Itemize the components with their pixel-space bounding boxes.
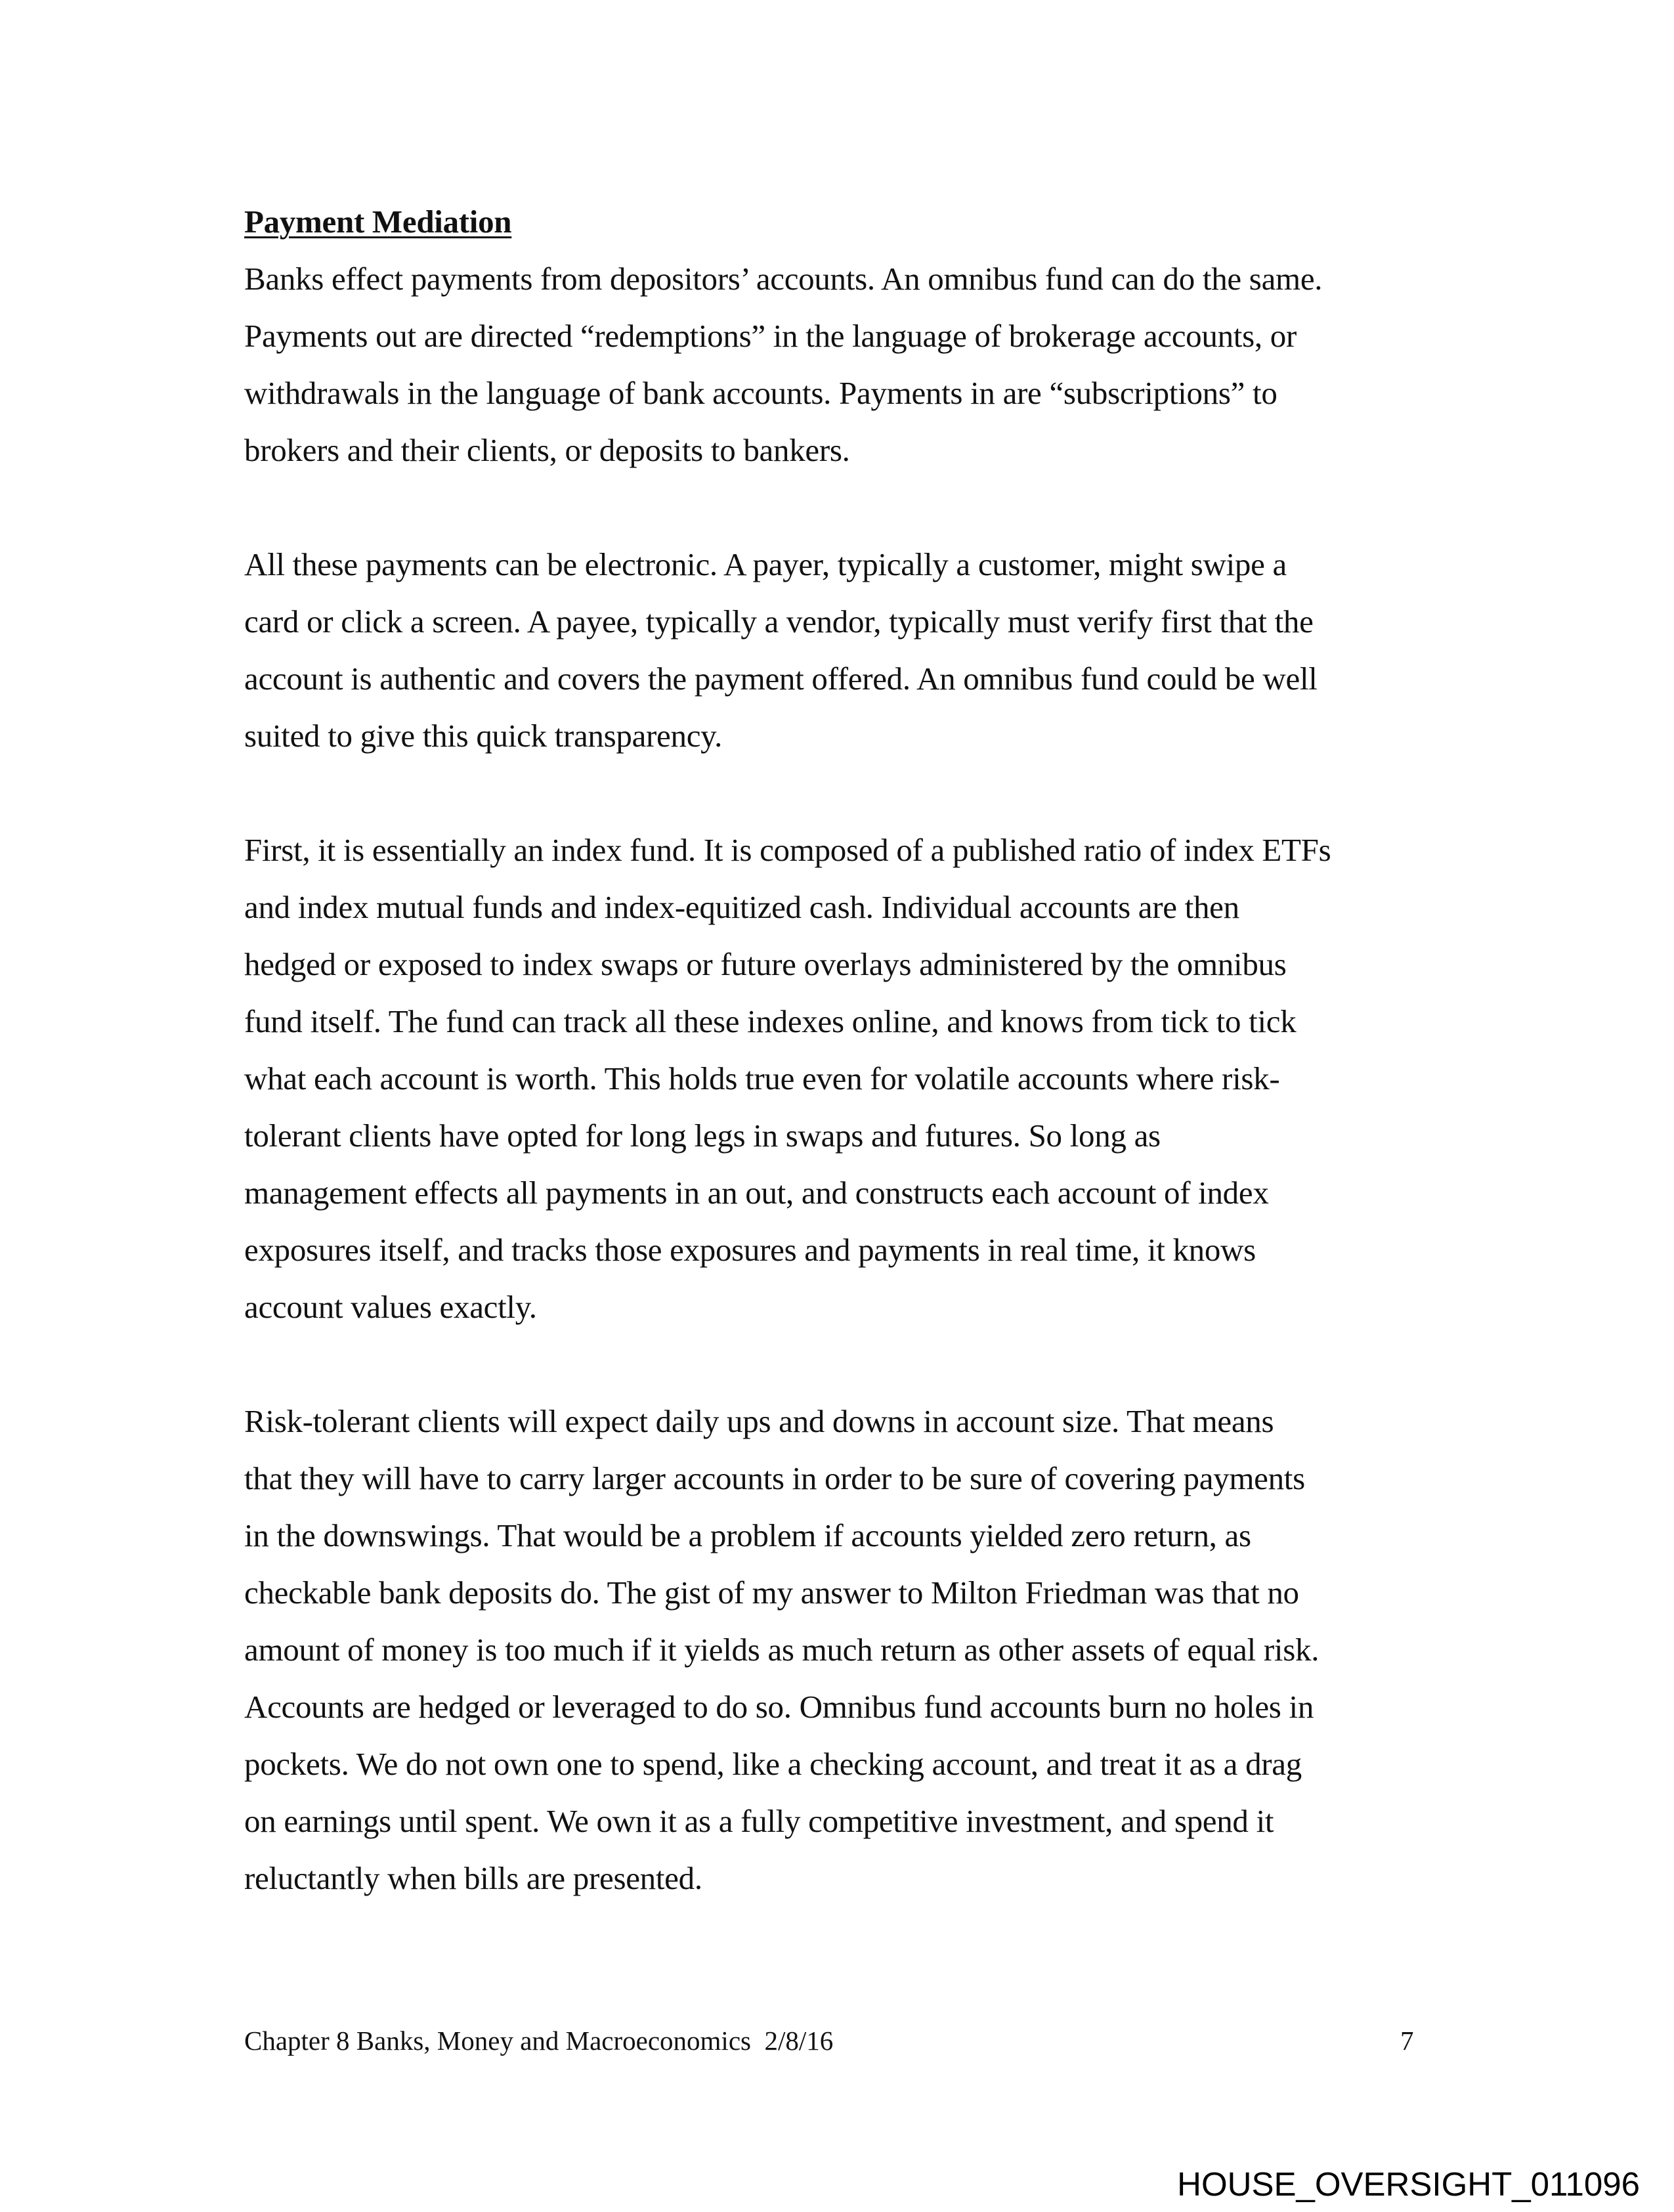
- body-text: [244, 193, 1439, 1964]
- text-line: tolerant clients have opted for long legs in swaps and futures. So long as: [244, 1117, 1161, 1154]
- text-line: Banks effect payments from depositors’ accounts. An omnibus fund can do the same.: [244, 261, 1323, 297]
- text-line: checkable bank deposits do. The gist of my answer to Milton Friedman was that no: [244, 1574, 1299, 1611]
- text-line: Accounts are hedged or leveraged to do so. Omnibus fund accounts burn no holes in: [244, 1689, 1314, 1725]
- text-line: hedged or exposed to index swaps or future overlays administered by the omnibus: [244, 946, 1287, 982]
- text-line: All these payments can be electronic. A payer, typically a customer, might swipe a: [244, 546, 1287, 582]
- footer-running-title: Chapter 8 Banks, Money and Macroeconomics 2/8/16: [244, 2026, 834, 2056]
- text-line: fund itself. The fund can track all these indexes online, and knows from tick to tick: [244, 1003, 1297, 1039]
- text-line: pockets. We do not own one to spend, like a checking account, and treat it as a drag: [244, 1746, 1302, 1782]
- bates-stamp: HOUSE_OVERSIGHT_011096: [1177, 2165, 1640, 2203]
- text-line: what each account is worth. This holds true even for volatile accounts where risk-: [244, 1060, 1280, 1096]
- text-line: withdrawals in the language of bank accounts. Payments in are “subscriptions” to: [244, 375, 1277, 411]
- paragraph-1: [244, 250, 1439, 479]
- text-line: in the downswings. That would be a problem if accounts yielded zero return, as: [244, 1517, 1251, 1553]
- text-line: account values exactly.: [244, 1289, 537, 1325]
- text-line: and index mutual funds and index-equitized cash. Individual accounts are then: [244, 889, 1239, 925]
- text-line: on earnings until spent. We own it as a fully competitive investment, and spend it: [244, 1803, 1274, 1839]
- paragraph-2: [244, 536, 1439, 764]
- text-line: Payments out are directed “redemptions” in the language of brokerage accounts, or: [244, 318, 1297, 354]
- text-line: that they will have to carry larger accounts in order to be sure of covering payments: [244, 1460, 1305, 1496]
- text-line: management effects all payments in an out, and constructs each account of index: [244, 1175, 1269, 1211]
- text-line: amount of money is too much if it yields as much return as other assets of equal risk.: [244, 1632, 1320, 1668]
- text-line: brokers and their clients, or deposits to bankers.: [244, 432, 850, 468]
- text-line: account is authentic and covers the payment offered. An omnibus fund could be well: [244, 661, 1318, 697]
- text-line: Risk-tolerant clients will expect daily ups and downs in account size. That means: [244, 1403, 1274, 1439]
- text-line: exposures itself, and tracks those exposures and payments in real time, it knows: [244, 1232, 1256, 1268]
- text-line: suited to give this quick transparency.: [244, 718, 723, 754]
- text-line: reluctantly when bills are presented.: [244, 1860, 702, 1896]
- footer-page-number: 7: [1400, 2026, 1414, 2056]
- section-heading: Payment Mediation: [244, 204, 512, 240]
- text-line: First, it is essentially an index fund. It is composed of a published ratio of index ETFs: [244, 832, 1331, 868]
- paragraph-3: [244, 821, 1439, 1335]
- text-line: card or click a screen. A payee, typically a vendor, typically must verify first that the: [244, 603, 1314, 640]
- paragraph-4: [244, 1393, 1439, 1907]
